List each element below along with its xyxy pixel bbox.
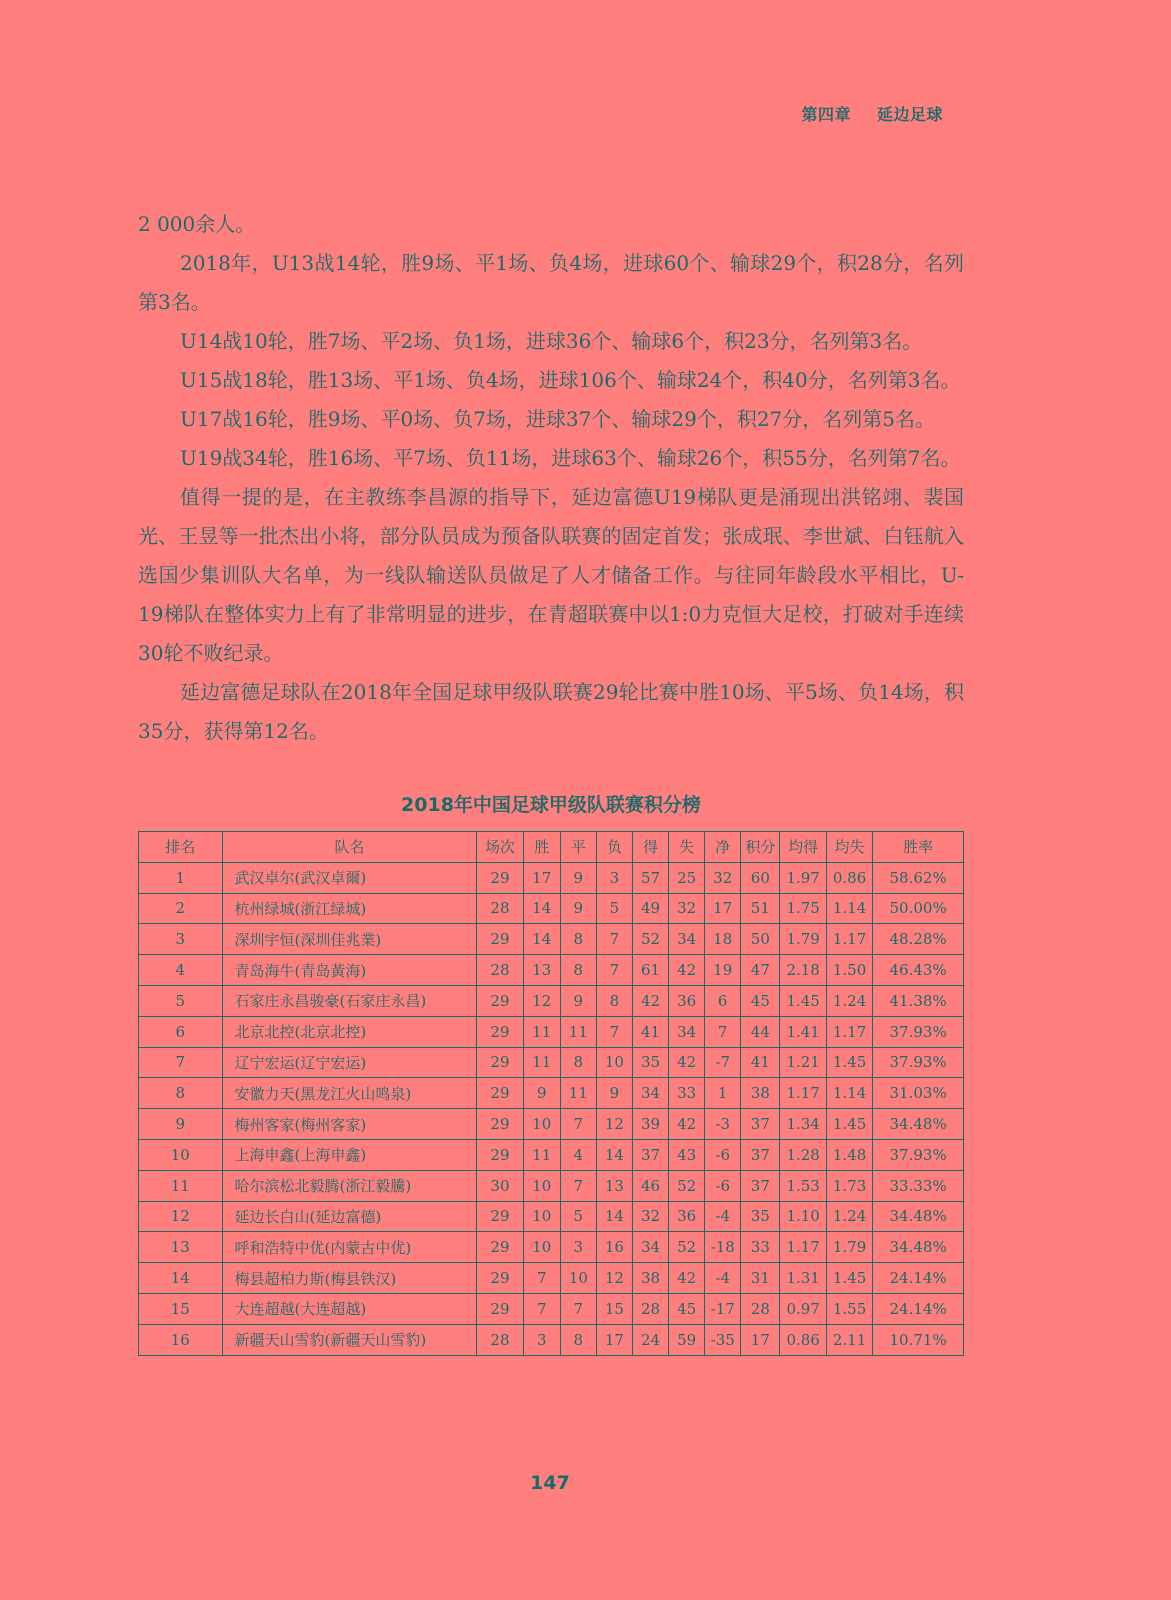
- table-row: [139, 1232, 964, 1263]
- table-cell: 61: [632, 955, 668, 986]
- table-cell: 35: [741, 1201, 780, 1232]
- table-cell: 19: [705, 955, 741, 986]
- table-cell: 51: [741, 893, 780, 924]
- table-cell: 29: [477, 862, 523, 893]
- table-cell: 14: [523, 924, 560, 955]
- table-cell: 32: [705, 862, 741, 893]
- table-cell: 28: [477, 893, 523, 924]
- table-cell: 52: [669, 1232, 705, 1263]
- table-cell: 3: [560, 1232, 596, 1263]
- table-cell: 12: [523, 985, 560, 1016]
- table-cell: 42: [669, 1047, 705, 1078]
- table-cell: 14: [596, 1139, 632, 1170]
- page-number: 147: [530, 1472, 570, 1494]
- table-cell: 50.00%: [873, 893, 964, 924]
- team-name-cell: 辽宁宏运(辽宁宏运): [222, 1047, 477, 1078]
- team-name-cell: 上海申鑫(上海申鑫): [222, 1139, 477, 1170]
- table-cell: 45: [669, 1293, 705, 1324]
- table-cell: 25: [669, 862, 705, 893]
- table-cell: 1.45: [826, 1047, 872, 1078]
- table-cell: 33.33%: [873, 1170, 964, 1201]
- table-cell: 29: [477, 1047, 523, 1078]
- table-cell: 52: [632, 924, 668, 955]
- table-cell: 59: [669, 1324, 705, 1355]
- paragraph: U17战16轮，胜9场、平0场、负7场，进球37个、输球29个，积27分，名列第5名。: [180, 407, 935, 431]
- paragraph: 延边富德足球队在2018年全国足球甲级队联赛29轮比赛中胜10场、平5场、负14场，积35分，获得第12名。: [138, 680, 964, 743]
- table-cell: 1.28: [780, 1139, 826, 1170]
- table-cell: 14: [523, 893, 560, 924]
- table-cell: 1.14: [826, 893, 872, 924]
- table-cell: 1.79: [826, 1232, 872, 1263]
- table-cell: 34.48%: [873, 1232, 964, 1263]
- table-cell: 8: [560, 1324, 596, 1355]
- column-header: 胜率: [873, 832, 964, 863]
- table-cell: -6: [705, 1170, 741, 1201]
- table-cell: 1.24: [826, 985, 872, 1016]
- table-cell: 13: [596, 1170, 632, 1201]
- table-cell: 17: [741, 1324, 780, 1355]
- table-cell: 17: [523, 862, 560, 893]
- table-cell: 28: [477, 1324, 523, 1355]
- table-cell: 1.97: [780, 862, 826, 893]
- table-cell: 0.86: [826, 862, 872, 893]
- table-cell: 2: [139, 893, 223, 924]
- table-cell: 30: [477, 1170, 523, 1201]
- table-cell: 1.17: [780, 1232, 826, 1263]
- team-name-cell: 安徽力天(黑龙江火山鸣泉): [222, 1078, 477, 1109]
- table-cell: 44: [741, 1016, 780, 1047]
- table-cell: 10.71%: [873, 1324, 964, 1355]
- table-cell: 49: [632, 893, 668, 924]
- column-header: 净: [705, 832, 741, 863]
- column-header: 负: [596, 832, 632, 863]
- table-cell: 1.55: [826, 1293, 872, 1324]
- team-name-cell: 深圳宇恒(深圳佳兆業): [222, 924, 477, 955]
- table-cell: -3: [705, 1109, 741, 1140]
- table-header-row: [139, 832, 964, 863]
- table-cell: 34: [632, 1232, 668, 1263]
- team-name-cell: 石家庄永昌骏豪(石家庄永昌): [222, 985, 477, 1016]
- table-cell: 13: [523, 955, 560, 986]
- table-row: [139, 862, 964, 893]
- table-cell: 29: [477, 924, 523, 955]
- paragraph: 2 000余人。: [138, 212, 256, 236]
- table-cell: 2.11: [826, 1324, 872, 1355]
- table-cell: 29: [477, 1201, 523, 1232]
- table-cell: 1.17: [826, 924, 872, 955]
- table-cell: 32: [669, 893, 705, 924]
- table-cell: 10: [139, 1139, 223, 1170]
- table-cell: 52: [669, 1170, 705, 1201]
- running-head: [801, 102, 943, 125]
- table-row: [139, 1109, 964, 1140]
- table-cell: 28: [477, 955, 523, 986]
- table-cell: 4: [560, 1139, 596, 1170]
- table-row: [139, 985, 964, 1016]
- table-cell: 42: [632, 985, 668, 1016]
- table-cell: -4: [705, 1201, 741, 1232]
- table-cell: 41: [632, 1016, 668, 1047]
- table-cell: 28: [741, 1293, 780, 1324]
- table-cell: 47: [741, 955, 780, 986]
- table-cell: 14: [596, 1201, 632, 1232]
- table-cell: 28: [632, 1293, 668, 1324]
- standings-table: [138, 831, 964, 1356]
- team-name-cell: 哈尔滨松北毅腾(浙江毅騰): [222, 1170, 477, 1201]
- table-cell: 5: [139, 985, 223, 1016]
- table-cell: 1.24: [826, 1201, 872, 1232]
- table-cell: 7: [139, 1047, 223, 1078]
- table-cell: -4: [705, 1263, 741, 1294]
- table-cell: 13: [139, 1232, 223, 1263]
- table-cell: 37: [632, 1139, 668, 1170]
- paragraph: U15战18轮，胜13场、平1场、负4场，进球106个、输球24个，积40分，名列第3名。: [180, 368, 961, 392]
- table-cell: 31.03%: [873, 1078, 964, 1109]
- team-name-cell: 新疆天山雪豹(新疆天山雪豹): [222, 1324, 477, 1355]
- table-cell: 38: [632, 1263, 668, 1294]
- table-cell: 15: [139, 1293, 223, 1324]
- table-cell: 1: [705, 1078, 741, 1109]
- table-cell: 34.48%: [873, 1201, 964, 1232]
- table-cell: 24.14%: [873, 1293, 964, 1324]
- table-cell: 10: [523, 1201, 560, 1232]
- table-cell: 43: [669, 1139, 705, 1170]
- table-cell: 31: [741, 1263, 780, 1294]
- table-cell: 29: [477, 1293, 523, 1324]
- team-name-cell: 青岛海牛(青岛黃海): [222, 955, 477, 986]
- table-cell: 1.31: [780, 1263, 826, 1294]
- table-cell: 12: [596, 1263, 632, 1294]
- table-title: 2018年中国足球甲级队联赛积分榜: [401, 794, 701, 816]
- table-cell: 1.34: [780, 1109, 826, 1140]
- table-cell: 16: [596, 1232, 632, 1263]
- chapter-title: 延边足球: [876, 105, 943, 124]
- table-cell: 36: [669, 985, 705, 1016]
- table-cell: 41: [741, 1047, 780, 1078]
- table-cell: 8: [560, 924, 596, 955]
- table-cell: 57: [632, 862, 668, 893]
- chapter-label: 第四章: [801, 105, 851, 124]
- table-cell: 11: [139, 1170, 223, 1201]
- table-cell: 8: [560, 1047, 596, 1078]
- table-cell: 8: [596, 985, 632, 1016]
- table-cell: 1.45: [826, 1263, 872, 1294]
- table-cell: 8: [139, 1078, 223, 1109]
- team-name-cell: 延边长白山(延边富德): [222, 1201, 477, 1232]
- table-cell: 34: [632, 1078, 668, 1109]
- table-row: [139, 1078, 964, 1109]
- column-header: 均得: [780, 832, 826, 863]
- team-name-cell: 武汉卓尔(武汉卓爾): [222, 862, 477, 893]
- table-cell: 29: [477, 1078, 523, 1109]
- table-cell: 1.75: [780, 893, 826, 924]
- table-cell: 1: [139, 862, 223, 893]
- table-cell: 11: [523, 1016, 560, 1047]
- column-header: 场次: [477, 832, 523, 863]
- table-cell: 1.21: [780, 1047, 826, 1078]
- table-cell: 34: [669, 924, 705, 955]
- table-row: [139, 893, 964, 924]
- table-row: [139, 924, 964, 955]
- body-text: [138, 205, 964, 751]
- table-cell: 37.93%: [873, 1139, 964, 1170]
- table-cell: -6: [705, 1139, 741, 1170]
- table-row: [139, 955, 964, 986]
- table-cell: 37.93%: [873, 1047, 964, 1078]
- table-cell: 1.14: [826, 1078, 872, 1109]
- table-cell: -17: [705, 1293, 741, 1324]
- table-cell: 29: [477, 1109, 523, 1140]
- column-header: 胜: [523, 832, 560, 863]
- table-cell: 16: [139, 1324, 223, 1355]
- table-cell: 11: [523, 1047, 560, 1078]
- table-cell: -7: [705, 1047, 741, 1078]
- table-cell: 0.97: [780, 1293, 826, 1324]
- table-cell: 29: [477, 1232, 523, 1263]
- table-cell: 24.14%: [873, 1263, 964, 1294]
- table-cell: 10: [523, 1109, 560, 1140]
- table-cell: 60: [741, 862, 780, 893]
- table-cell: 9: [139, 1109, 223, 1140]
- table-cell: 42: [669, 1263, 705, 1294]
- table-cell: 48.28%: [873, 924, 964, 955]
- table-row: [139, 1047, 964, 1078]
- table-row: [139, 1324, 964, 1355]
- table-cell: 7: [596, 955, 632, 986]
- table-cell: 3: [139, 924, 223, 955]
- table-cell: 9: [560, 985, 596, 1016]
- table-cell: 33: [669, 1078, 705, 1109]
- table-cell: 41.38%: [873, 985, 964, 1016]
- team-name-cell: 梅县超柏力斯(梅县铁汉): [222, 1263, 477, 1294]
- table-cell: 5: [596, 893, 632, 924]
- table-cell: 1.79: [780, 924, 826, 955]
- table-cell: 9: [523, 1078, 560, 1109]
- table-cell: 50: [741, 924, 780, 955]
- table-cell: 3: [523, 1324, 560, 1355]
- table-cell: 10: [523, 1232, 560, 1263]
- table-row: [139, 1016, 964, 1047]
- table-cell: 1.17: [780, 1078, 826, 1109]
- table-cell: 7: [523, 1263, 560, 1294]
- table-cell: 1.45: [780, 985, 826, 1016]
- team-name-cell: 北京北控(北京北控): [222, 1016, 477, 1047]
- table-cell: -18: [705, 1232, 741, 1263]
- table-cell: 29: [477, 1139, 523, 1170]
- table-cell: 11: [560, 1078, 596, 1109]
- table-cell: 1.73: [826, 1170, 872, 1201]
- table-row: [139, 1139, 964, 1170]
- column-header: 得: [632, 832, 668, 863]
- team-name-cell: 呼和浩特中优(内蒙古中优): [222, 1232, 477, 1263]
- table-cell: 42: [669, 955, 705, 986]
- column-header: 平: [560, 832, 596, 863]
- paragraph: 2018年，U13战14轮，胜9场、平1场、负4场，进球60个、输球29个，积28分，名列第3名。: [138, 251, 964, 314]
- table-cell: 37: [741, 1170, 780, 1201]
- table-row: [139, 1170, 964, 1201]
- table-cell: 35: [632, 1047, 668, 1078]
- table-cell: 7: [523, 1293, 560, 1324]
- table-cell: 38: [741, 1078, 780, 1109]
- table-cell: 37.93%: [873, 1016, 964, 1047]
- table-cell: 10: [523, 1170, 560, 1201]
- paragraph: U19战34轮，胜16场、平7场、负11场，进球63个、输球26个，积55分，名列第7名。: [180, 446, 961, 470]
- table-cell: 24: [632, 1324, 668, 1355]
- table-cell: 29: [477, 1016, 523, 1047]
- table-row: [139, 1263, 964, 1294]
- table-cell: 9: [560, 893, 596, 924]
- team-name-cell: 大连超越(大连超越): [222, 1293, 477, 1324]
- table-cell: 32: [632, 1201, 668, 1232]
- table-cell: 18: [705, 924, 741, 955]
- table-cell: 15: [596, 1293, 632, 1324]
- table-cell: 11: [523, 1139, 560, 1170]
- table-cell: 10: [560, 1263, 596, 1294]
- table-cell: 37: [741, 1109, 780, 1140]
- table-cell: 2.18: [780, 955, 826, 986]
- table-cell: 1.48: [826, 1139, 872, 1170]
- table-cell: 7: [596, 1016, 632, 1047]
- table-cell: 12: [139, 1201, 223, 1232]
- table-cell: 6: [139, 1016, 223, 1047]
- table-cell: 0.86: [780, 1324, 826, 1355]
- table-cell: 5: [560, 1201, 596, 1232]
- table-row: [139, 1293, 964, 1324]
- table-cell: 4: [139, 955, 223, 986]
- table-cell: 7: [560, 1293, 596, 1324]
- table-cell: -35: [705, 1324, 741, 1355]
- table-cell: 34: [669, 1016, 705, 1047]
- paragraph: U14战10轮，胜7场、平2场、负1场，进球36个、输球6个，积23分，名列第3名。: [180, 329, 923, 353]
- paragraph: 值得一提的是，在主教练李昌源的指导下，延边富德U19梯队更是涌现出洪铭翊、裴国光、王昱等一批杰出小将，部分队员成为预备队联赛的固定首发；张成珉、李世斌、白钰航入选国少集训队大名单，为一线队输送队员做足了人才储备工作。与往同年龄段水平相比，U-19梯队在整体实力上有了非常明显的进步，在青超联赛中以1:0力克恒大足校，打破对手连续30轮不败纪录。: [138, 485, 964, 665]
- table-cell: 46: [632, 1170, 668, 1201]
- table-cell: 33: [741, 1232, 780, 1263]
- table-cell: 46.43%: [873, 955, 964, 986]
- table-cell: 12: [596, 1109, 632, 1140]
- column-header: 队名: [222, 832, 477, 863]
- table-cell: 7: [560, 1109, 596, 1140]
- table-cell: 14: [139, 1263, 223, 1294]
- table-cell: 29: [477, 985, 523, 1016]
- table-cell: 39: [632, 1109, 668, 1140]
- table-cell: 7: [705, 1016, 741, 1047]
- table-cell: 29: [477, 1263, 523, 1294]
- table-cell: 9: [596, 1078, 632, 1109]
- table-cell: 7: [560, 1170, 596, 1201]
- table-cell: 8: [560, 955, 596, 986]
- table-cell: 17: [596, 1324, 632, 1355]
- team-name-cell: 梅州客家(梅州客家): [222, 1109, 477, 1140]
- table-row: [139, 1201, 964, 1232]
- table-cell: 3: [596, 862, 632, 893]
- table-cell: 6: [705, 985, 741, 1016]
- table-cell: 9: [560, 862, 596, 893]
- column-header: 失: [669, 832, 705, 863]
- table-cell: 11: [560, 1016, 596, 1047]
- table-cell: 1.45: [826, 1109, 872, 1140]
- table-cell: 7: [596, 924, 632, 955]
- column-header: 均失: [826, 832, 872, 863]
- table-cell: 45: [741, 985, 780, 1016]
- table-cell: 1.10: [780, 1201, 826, 1232]
- table-cell: 1.17: [826, 1016, 872, 1047]
- table-cell: 1.53: [780, 1170, 826, 1201]
- table-cell: 1.41: [780, 1016, 826, 1047]
- team-name-cell: 杭州绿城(浙江绿城): [222, 893, 477, 924]
- table-cell: 17: [705, 893, 741, 924]
- table-cell: 42: [669, 1109, 705, 1140]
- column-header: 积分: [741, 832, 780, 863]
- table-cell: 36: [669, 1201, 705, 1232]
- table-cell: 10: [596, 1047, 632, 1078]
- column-header: 排名: [139, 832, 223, 863]
- table-cell: 37: [741, 1139, 780, 1170]
- table-cell: 1.50: [826, 955, 872, 986]
- table-cell: 58.62%: [873, 862, 964, 893]
- table-cell: 34.48%: [873, 1109, 964, 1140]
